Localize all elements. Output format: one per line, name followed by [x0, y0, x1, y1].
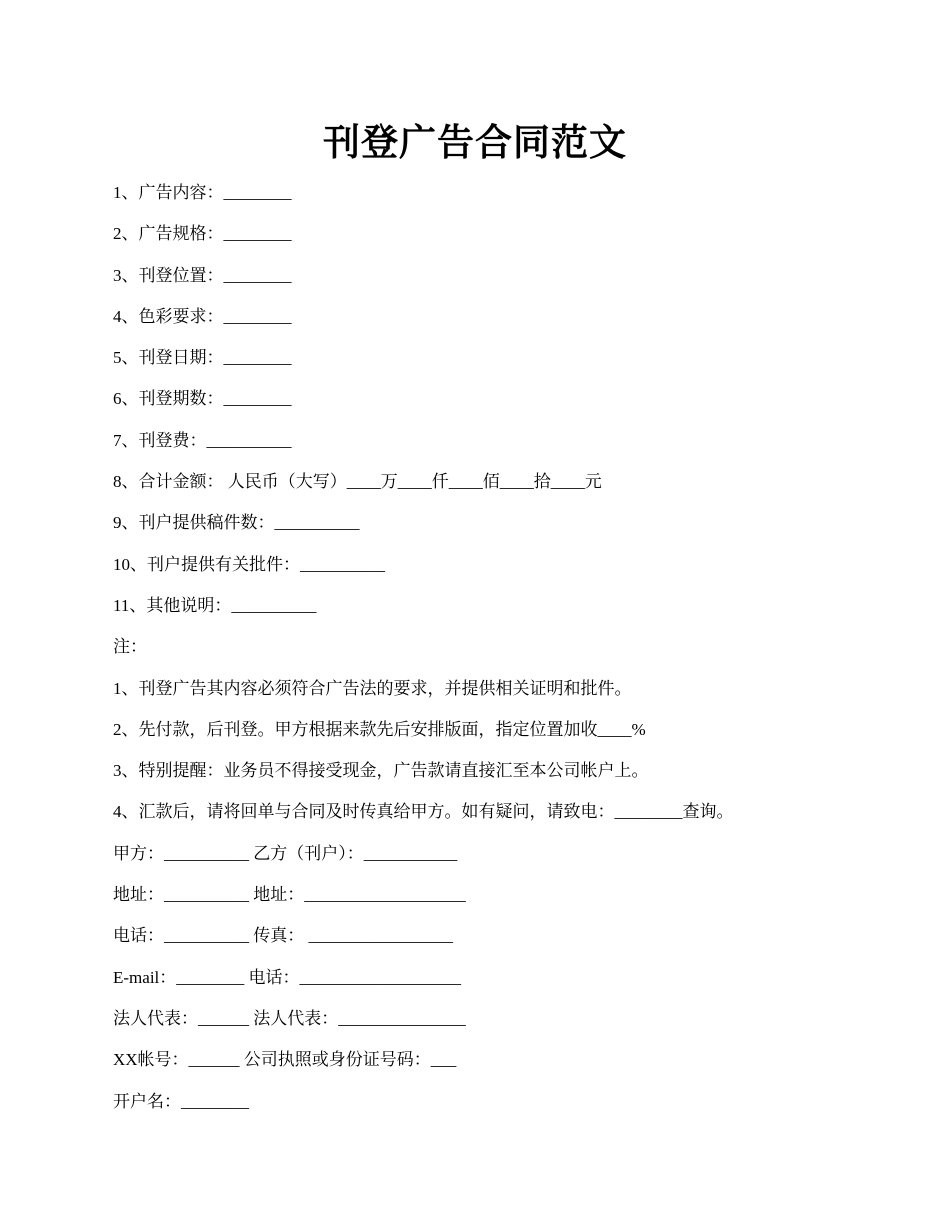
party-phone-fax: 电话：__________ 传真： _________________ — [113, 926, 453, 946]
note-item: 3、特别提醒：业务员不得接受现金，广告款请直接汇至本公司帐户上。 — [113, 761, 649, 781]
note-item: 4、汇款后，请将回单与合同及时传真给甲方。如有疑问，请致电：________查询。 — [113, 802, 734, 822]
field-approval-docs: 10、刊户提供有关批件：__________ — [113, 554, 385, 574]
document-title: 刊登广告合同范文 — [323, 120, 627, 164]
note-item: 1、刊登广告其内容必须符合广告法的要求，并提供相关证明和批件。 — [113, 678, 632, 698]
party-account-license: XX帐号：______ 公司执照或身份证号码：___ — [113, 1050, 457, 1070]
field-issue-count: 6、刊登期数：________ — [113, 389, 292, 409]
party-legal-reps: 法人代表：______ 法人代表：_______________ — [113, 1008, 466, 1028]
party-account-name: 开户名：________ — [113, 1091, 249, 1111]
field-placement: 3、刊登位置：________ — [113, 265, 292, 285]
party-email-phone: E-mail：________ 电话：___________________ — [113, 967, 462, 987]
field-publish-date: 5、刊登日期：________ — [113, 348, 292, 368]
field-total-amount: 8、合计金额： 人民币（大写）____万____仟____佰____拾____元 — [113, 472, 602, 492]
party-addresses: 地址：__________ 地址：___________________ — [113, 885, 466, 905]
notes-heading: 注： — [113, 637, 147, 657]
contract-body — [113, 180, 873, 1130]
note-item: 2、先付款，后刊登。甲方根据来款先后安排版面，指定位置加收____% — [113, 719, 646, 739]
field-ad-content: 1、广告内容：________ — [113, 183, 292, 202]
field-manuscript-count: 9、刊户提供稿件数：__________ — [113, 513, 360, 533]
field-fee: 7、刊登费：__________ — [113, 430, 292, 450]
field-color-requirement: 4、色彩要求：________ — [113, 306, 292, 326]
field-other-notes: 11、其他说明：__________ — [113, 595, 317, 615]
party-names: 甲方：__________ 乙方（刊户）：___________ — [113, 843, 458, 863]
field-ad-spec: 2、广告规格：________ — [113, 224, 292, 244]
